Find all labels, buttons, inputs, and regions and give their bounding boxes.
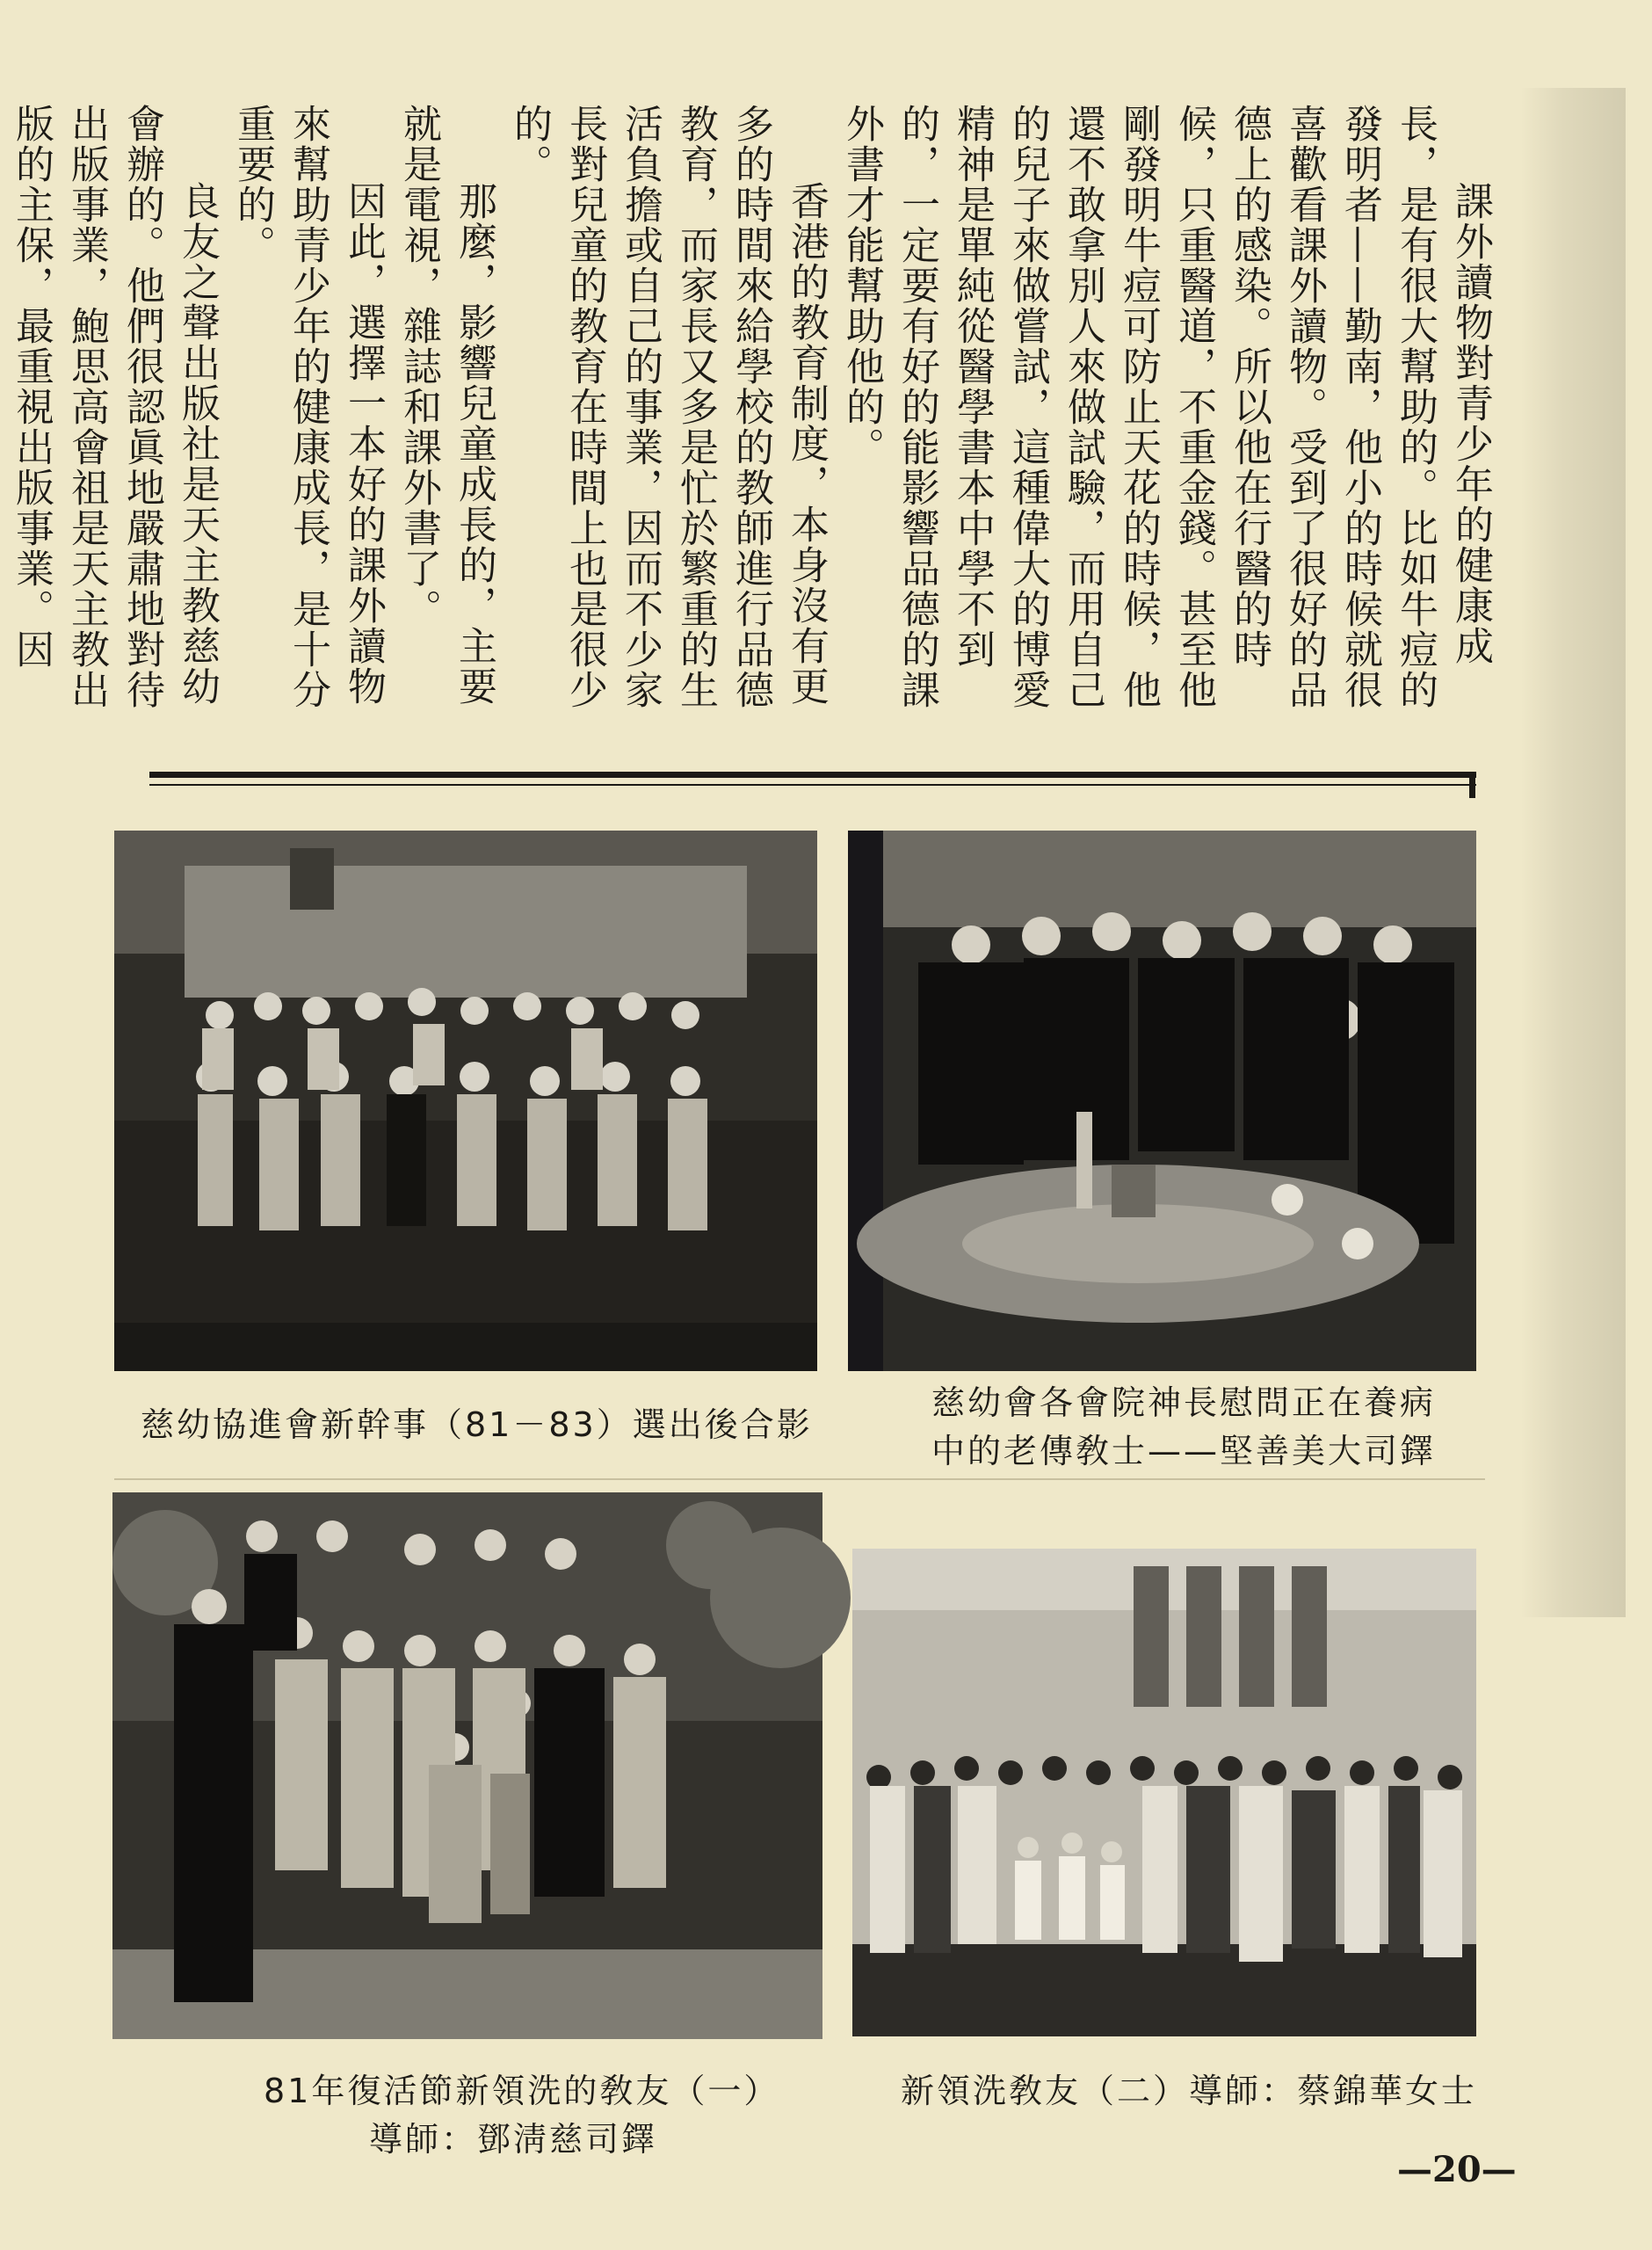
faint-divider (114, 1478, 1485, 1480)
caption-committee: 慈幼協進會新幹事（81－83）選出後合影 (141, 1405, 813, 1444)
photo-baptized-group-two (852, 1549, 1476, 2036)
photo-committee-image (114, 831, 817, 1371)
photo-baptized-two-image (852, 1549, 1476, 2036)
caption-priests-line1: 慈幼會各會院神長慰問正在養病 (931, 1383, 1437, 1422)
photo-priests-visit (848, 831, 1476, 1371)
binding-shadow (1520, 88, 1626, 1617)
paragraph-3: 那麼，影響兒童成長的，主要就是電視，雜誌和課外書了。 (396, 104, 496, 707)
section-divider-cap (1469, 772, 1475, 798)
photo-priests-image (848, 831, 1476, 1371)
page-number: —20— (1397, 2149, 1517, 2190)
paragraph-5: 良友之聲出版社是天主教慈幼會辦的。他們很認眞地嚴肅地對待出版事業，鮑思高會祖是天主教出版的主保，最重視出版事業。因 (9, 104, 220, 710)
photo-committee-group (114, 831, 817, 1371)
caption-baptized-one-line2: 導師：鄧淸慈司鐸 (369, 2120, 658, 2159)
paragraph-2: 香港的教育制度，本身沒有更多的時間來給學校的教師進行品德教育，而家長又多是忙於繁重的生活負擔或自己的事業，因而不少家長對兒童的教育在時間上也是很少的。 (507, 104, 829, 710)
caption-baptized-one-line1: 81年復活節新領洗的敎友（一） (264, 2072, 780, 2110)
caption-baptized-two: 新領洗敎友（二）導師：蔡錦華女士 (901, 2072, 1478, 2110)
photo-baptized-one-image (112, 1492, 822, 2039)
paragraph-4: 因此，選擇一本好的課外讀物來幫助青少年的健康成長，是十分重要的。 (230, 104, 386, 710)
section-divider-thin (149, 784, 1476, 786)
caption-priests-line2: 中的老傳敎士——堅善美大司鐸 (931, 1432, 1437, 1470)
paragraph-1: 課外讀物對青少年的健康成長，是有很大幫助的。比如牛痘的發明者——勤南，他小的時候就很喜歡看課外讀物。受到了很好的品德上的感染。所以他在行醫的時候，只重醫道，不重金錢。甚至他剛發明牛痘可防止天花的時候，他還不敢拿別人來做試驗，而用自己的兒子來做嘗試，這種偉大的博愛精神是單純從醫學書本中學不到的，一定要有好的能影響品德的課外書才能幫助他的。 (839, 104, 1493, 710)
article-body (9, 104, 1498, 745)
section-divider-thick (149, 772, 1476, 778)
photo-baptized-group-one (112, 1492, 822, 2039)
